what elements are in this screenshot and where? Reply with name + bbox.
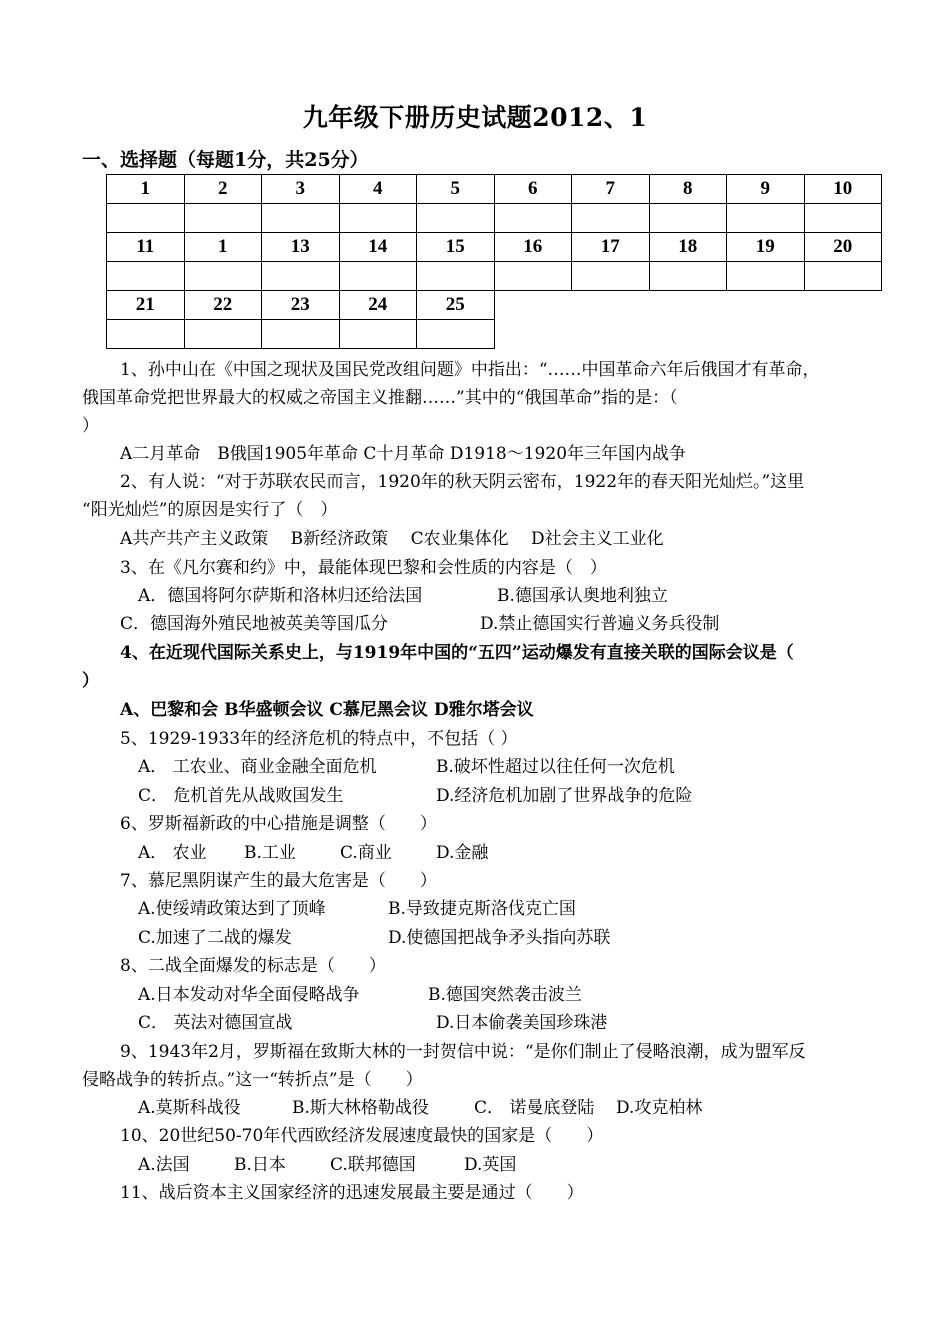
question-7-option-c: C.加速了二战的爆发 (138, 928, 292, 948)
question-10-option-d: D.英国 (464, 1155, 517, 1175)
grid-spacer (649, 320, 727, 349)
answer-cell[interactable] (494, 204, 572, 233)
grid-spacer (494, 320, 572, 349)
answer-number: 10 (804, 175, 882, 204)
answer-number: 6 (494, 175, 572, 204)
answer-cell[interactable] (417, 262, 495, 291)
question-6-option-c: C.商业 (340, 843, 392, 863)
answer-number: 22 (184, 291, 262, 320)
answer-number: 19 (727, 233, 805, 262)
answer-number: 15 (417, 233, 495, 262)
answer-number: 21 (107, 291, 185, 320)
answer-cell[interactable] (417, 320, 495, 349)
answer-cell[interactable] (649, 204, 727, 233)
question-3-option-a: A．德国将阿尔萨斯和洛林归还给法国 (138, 586, 423, 606)
answer-number: 24 (339, 291, 417, 320)
question-11-stem: 11、战后资本主义国家经济的迅速发展最主要是通过（ ） (120, 1183, 584, 1203)
answer-number: 23 (262, 291, 340, 320)
answer-cell[interactable] (107, 204, 185, 233)
question-9-stem: 9、1943年2月，罗斯福在致斯大林的一封贺信中说：“是你们制止了侵略浪潮，成为盟军反 (120, 1042, 806, 1062)
question-3-stem: 3、在《凡尔赛和约》中，最能体现巴黎和会性质的内容是（ ） (120, 558, 607, 578)
question-7-option-a: A.使绥靖政策达到了顶峰 (138, 899, 326, 919)
question-1-options: A二月革命 B俄国1905年革命 C十月革命 D1918～1920年三年国内战争 (120, 444, 687, 464)
answer-number: 1 (184, 233, 262, 262)
section-heading: 一、选择题（每题1分，共25分） (82, 149, 369, 171)
answer-number: 4 (339, 175, 417, 204)
answer-cell[interactable] (262, 262, 340, 291)
answer-cell[interactable] (494, 262, 572, 291)
question-9-option-b: B.斯大林格勒战役 (292, 1098, 429, 1118)
question-1-stem-cont: 俄国革命党把世界最大的权威之帝国主义推翻……”其中的“俄国革命”指的是：（ (82, 388, 678, 408)
answer-number: 13 (262, 233, 340, 262)
question-7-stem: 7、慕尼黑阴谋产生的最大危害是（ ） (120, 871, 437, 891)
answer-number: 1 (107, 175, 185, 204)
question-10-stem: 10、20世纪50-70年代西欧经济发展速度最快的国家是（ ） (120, 1126, 604, 1146)
grid-spacer (572, 320, 650, 349)
question-7-option-d: D.使德国把战争矛头指向苏联 (388, 928, 611, 948)
answer-cell[interactable] (339, 320, 417, 349)
question-8-option-d: D.日本偷袭美国珍珠港 (436, 1013, 608, 1033)
answer-cell[interactable] (727, 204, 805, 233)
grid-spacer (804, 291, 882, 320)
question-1-stem: 1、孙中山在《中国之现状及国民党改组问题》中指出：“……中国革命六年后俄国才有革命， (120, 360, 820, 380)
question-5-option-a: A． 工农业、商业金融全面危机 (138, 757, 377, 777)
question-5-option-d: D.经济危机加剧了世界战争的危险 (436, 786, 693, 806)
question-10-option-b: B.日本 (234, 1155, 286, 1175)
question-8-stem: 8、二战全面爆发的标志是（ ） (120, 956, 386, 976)
answer-cell[interactable] (107, 320, 185, 349)
page-title: 九年级下册历史试题2012、1 (302, 103, 648, 132)
answer-number: 7 (572, 175, 650, 204)
answer-cell[interactable] (339, 262, 417, 291)
question-5-option-b: B.破坏性超过以往任何一次危机 (436, 757, 675, 777)
answer-cell[interactable] (184, 262, 262, 291)
question-5-stem: 5、1929-1933年的经济危机的特点中，不包括（ ） (120, 729, 518, 749)
grid-spacer (494, 291, 572, 320)
answer-number: 5 (417, 175, 495, 204)
question-9-option-d: D.攻克柏林 (616, 1098, 703, 1118)
grid-spacer (649, 291, 727, 320)
question-9-stem-cont: 侵略战争的转折点。”这一“转折点”是（ ） (82, 1070, 423, 1090)
answer-header-row (107, 291, 882, 320)
question-6-stem: 6、罗斯福新政的中心措施是调整（ ） (120, 814, 437, 834)
answer-cell[interactable] (727, 262, 805, 291)
answer-header-row (107, 233, 882, 262)
question-4-paren: ） (82, 671, 99, 691)
answer-cell[interactable] (804, 204, 882, 233)
question-2-options: A共产共产主义政策 B新经济政策 C农业集体化 D社会主义工业化 (120, 529, 664, 549)
answer-number: 18 (649, 233, 727, 262)
question-2-stem: 2、有人说：“对于苏联农民而言，1920年的秋天阴云密布，1922年的春天阳光灿烂。”这里 (120, 472, 805, 492)
answer-cell[interactable] (262, 204, 340, 233)
answer-cell[interactable] (262, 320, 340, 349)
question-8-option-b: B.德国突然袭击波兰 (428, 985, 582, 1005)
question-8-option-a: A.日本发动对华全面侵略战争 (138, 985, 360, 1005)
answer-blank-row (107, 262, 882, 291)
grid-spacer (727, 291, 805, 320)
grid-spacer (804, 320, 882, 349)
answer-number: 2 (184, 175, 262, 204)
question-5-option-c: C． 危机首先从战败国发生 (138, 786, 344, 806)
answer-cell[interactable] (184, 204, 262, 233)
answer-number: 20 (804, 233, 882, 262)
question-6-option-d: D.金融 (436, 843, 489, 863)
answer-grid (106, 174, 882, 349)
answer-number: 16 (494, 233, 572, 262)
answer-blank-row (107, 204, 882, 233)
question-3-option-c: C．德国海外殖民地被英美等国瓜分 (120, 614, 389, 634)
answer-cell[interactable] (107, 262, 185, 291)
question-6-option-b: B.工业 (244, 843, 296, 863)
question-2-stem-cont: “阳光灿烂”的原因是实行了（ ） (82, 500, 338, 520)
answer-number: 14 (339, 233, 417, 262)
answer-cell[interactable] (339, 204, 417, 233)
question-1-paren: ） (82, 416, 99, 436)
question-4-stem: 4、在近现代国际关系史上，与1919年中国的“五四”运动爆发有直接关联的国际会议是（ (120, 643, 794, 663)
answer-blank-row (107, 320, 882, 349)
answer-header-row (107, 175, 882, 204)
answer-number: 17 (572, 233, 650, 262)
question-4-options: A、巴黎和会 B华盛顿会议 C慕尼黑会议 D雅尔塔会议 (120, 700, 534, 720)
answer-number: 11 (107, 233, 185, 262)
question-9-option-c: C． 诺曼底登陆 (474, 1098, 595, 1118)
grid-spacer (572, 291, 650, 320)
answer-cell[interactable] (184, 320, 262, 349)
answer-number: 3 (262, 175, 340, 204)
question-3-option-b: B.德国承认奥地利独立 (497, 586, 668, 606)
answer-cell[interactable] (417, 204, 495, 233)
answer-number: 8 (649, 175, 727, 204)
question-9-option-a: A.莫斯科战役 (138, 1098, 241, 1118)
answer-cell[interactable] (572, 262, 650, 291)
answer-number: 25 (417, 291, 495, 320)
answer-cell[interactable] (649, 262, 727, 291)
answer-number: 9 (727, 175, 805, 204)
question-10-option-c: C.联邦德国 (330, 1155, 416, 1175)
question-8-option-c: C． 英法对德国宣战 (138, 1013, 293, 1033)
question-3-option-d: D.禁止德国实行普遍义务兵役制 (480, 614, 720, 634)
question-7-option-b: B.导致捷克斯洛伐克亡国 (388, 899, 576, 919)
question-6-option-a: A． 农业 (138, 843, 207, 863)
answer-cell[interactable] (804, 262, 882, 291)
answer-cell[interactable] (572, 204, 650, 233)
question-10-option-a: A.法国 (138, 1155, 190, 1175)
grid-spacer (727, 320, 805, 349)
